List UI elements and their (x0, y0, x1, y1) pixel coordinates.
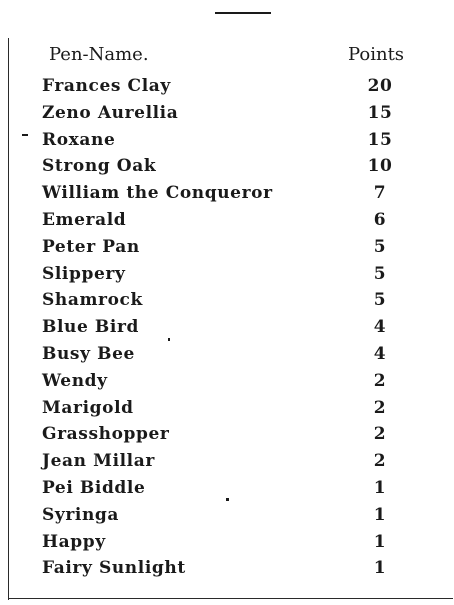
table-row (0, 314, 454, 341)
points-cell: 5 (373, 263, 387, 284)
table-row (0, 475, 454, 502)
table-row (0, 127, 454, 154)
table-row (0, 341, 454, 368)
points-cell: 20 (367, 76, 393, 96)
pen-name-cell: Blue Bird (42, 317, 139, 338)
pen-name-cell: Shamrock (42, 290, 143, 311)
points-cell: 2 (373, 424, 387, 445)
pen-name-header: Pen-Name. (49, 44, 149, 65)
table-row (0, 180, 454, 207)
table-row (0, 529, 454, 556)
points-cell: 10 (367, 156, 393, 177)
table-row (0, 502, 454, 529)
points-cell: 1 (373, 531, 387, 552)
table-row (0, 234, 454, 261)
pen-name-cell: Jean Millar (42, 451, 155, 472)
points-cell: 15 (367, 129, 393, 150)
points-cell: 1 (373, 504, 387, 525)
pen-name-cell: Grasshopper (42, 424, 170, 445)
points-cell: 5 (373, 236, 387, 257)
pen-name-cell: Roxane (42, 129, 116, 150)
pen-name-cell: Wendy (42, 370, 108, 391)
pen-name-cell: Slippery (42, 263, 126, 284)
table-row (0, 448, 454, 475)
points-cell: 6 (373, 209, 387, 230)
points-cell: 4 (373, 343, 387, 364)
table-row (0, 287, 454, 314)
pen-name-cell: Pei Biddle (42, 477, 146, 498)
standings-table (0, 73, 454, 582)
pen-name-cell: Emerald (42, 209, 127, 230)
points-header: Points (348, 44, 405, 65)
points-cell: 5 (373, 290, 387, 311)
table-row (0, 100, 454, 127)
table-row (0, 73, 454, 100)
table-row (0, 395, 454, 422)
points-cell: 2 (373, 370, 387, 391)
points-cell: 15 (367, 102, 393, 123)
pen-name-cell: Syringa (42, 504, 120, 525)
points-cell: 1 (373, 558, 387, 579)
points-cell: 7 (373, 183, 387, 204)
bottom-border-rule (8, 598, 453, 599)
points-cell: 4 (373, 317, 387, 338)
pen-name-cell: Strong Oak (42, 156, 157, 177)
points-cell: 2 (373, 451, 387, 472)
table-row (0, 207, 454, 234)
table-row (0, 421, 454, 448)
pen-name-cell: Frances Clay (42, 76, 171, 96)
pen-name-cell: Marigold (42, 397, 134, 418)
points-cell: 2 (373, 397, 387, 418)
pen-name-cell: Fairy Sunlight (42, 558, 186, 579)
pen-name-cell: Zeno Aurellia (42, 102, 179, 123)
pen-name-cell: Happy (42, 531, 106, 552)
points-cell: 1 (373, 477, 387, 498)
table-row (0, 368, 454, 395)
table-row (0, 261, 454, 288)
table-row (0, 555, 454, 582)
pen-name-cell: William the Conqueror (42, 183, 273, 204)
table-row (0, 153, 454, 180)
table-header (0, 44, 454, 70)
pen-name-cell: Busy Bee (42, 343, 135, 364)
top-divider-rule (215, 12, 271, 14)
pen-name-cell: Peter Pan (42, 236, 140, 257)
